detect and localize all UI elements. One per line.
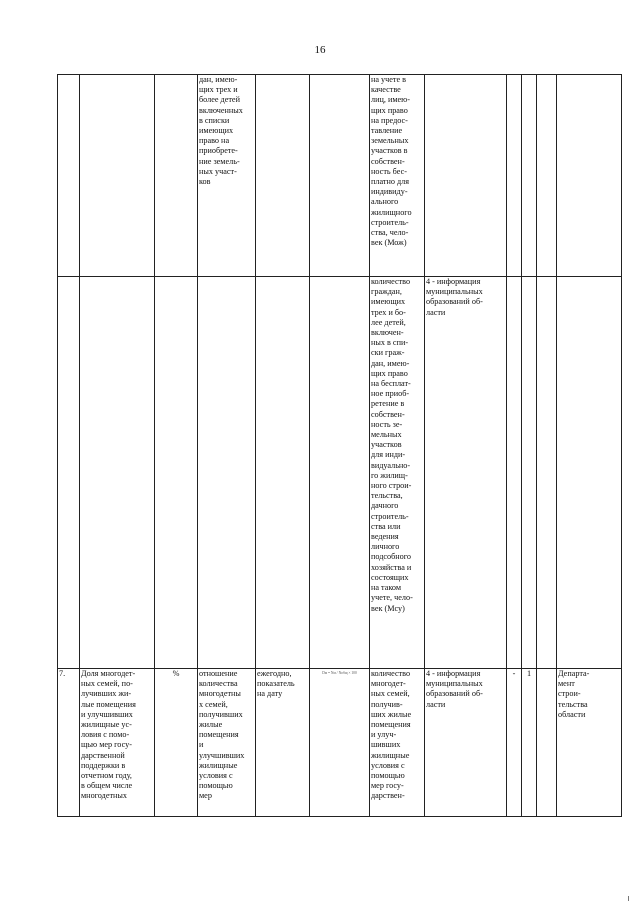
- cell-indicator-name: [80, 277, 155, 669]
- cell-indicator-name: [80, 669, 155, 817]
- cell-number: [58, 669, 80, 817]
- cell-definition: [198, 277, 256, 669]
- variable-text: количество многодет- ных семей, получив- ших жилые помещения и улуч- шивших жилищные условия с помощью мер госу- дарствен-: [371, 669, 412, 801]
- table-row: [58, 75, 622, 277]
- cell-variable: [370, 277, 425, 669]
- cell-unit: [155, 75, 198, 277]
- cell-source: [425, 669, 507, 817]
- cell-extra-3: [537, 277, 557, 669]
- scan-mark: [628, 896, 629, 901]
- page-number: 16: [314, 44, 326, 56]
- cell-period: [256, 669, 310, 817]
- cell-definition: [198, 669, 256, 817]
- cell-variable: [370, 75, 425, 277]
- formula-text: Dм = Nм / Nобщ × 100: [322, 671, 357, 675]
- cell-number: [58, 75, 80, 277]
- cell-extra-3: [537, 75, 557, 277]
- cell-number: [58, 277, 80, 669]
- cell-variable: [370, 669, 425, 817]
- source-text: 4 - информация муниципальных образований об- ласти: [426, 669, 483, 709]
- cell-extra-1: [507, 669, 522, 817]
- cell-extra-2: [522, 277, 537, 669]
- cell-responsible: [557, 669, 622, 817]
- cell-indicator-name: [80, 75, 155, 277]
- cell-unit: [155, 669, 198, 817]
- count-value: 1: [526, 669, 532, 678]
- period-text: ежегодно, показатель на дату: [257, 669, 295, 699]
- cell-responsible: [557, 75, 622, 277]
- unit-text: %: [172, 669, 180, 678]
- cell-period: [256, 75, 310, 277]
- cell-source: [425, 75, 507, 277]
- source-text: 4 - информация муниципальных образований об- ласти: [426, 277, 483, 317]
- cell-extra-1: [507, 75, 522, 277]
- indicators-table: [57, 74, 622, 817]
- cell-formula: [310, 75, 370, 277]
- variable-text: количество граждан, имеющих трех и бо- лее детей, включен- ных в спи- ски граж- дан, имею- щих право на бесплат- ное приоб- ретение в собствен- ность зе- мельных участков для инди- видуально- го жилищ- ного строи- тельства, дачного строитель- ства или ведения личного подсобного хозяйства и состоящих на таком учете, чело- век (Мсу): [371, 277, 413, 613]
- cell-unit: [155, 277, 198, 669]
- criteria-text: дан, имею- щих трех и более детей включенных в списки имеющих право на приобрете- ние земель- ных участ- ков: [199, 75, 243, 187]
- cell-formula: [310, 669, 370, 817]
- cell-period: [256, 277, 310, 669]
- cell-responsible: [557, 277, 622, 669]
- definition-text: отношение количества многодетны х семей, получивших жилые помещения и улучшивших жилищные условия с помощью мер: [199, 669, 245, 801]
- cell-source: [425, 277, 507, 669]
- table-row: [58, 277, 622, 669]
- cell-definition: [198, 75, 256, 277]
- indicator-name: Доля многодет- ных семей, по- лучивших жи- лые помещения и улучшивших жилищные ус- ловия с помо- щью мер госу- дарственной поддержки в отчетном году, в общем числе многодетных: [81, 669, 136, 801]
- variable-text: на учете в качестве лиц, имею- щих право на предос- тавление земельных участков в собствен- ность бес- платно для индивиду- ального жилищного строитель- ства, чело- век (Мож): [371, 75, 412, 248]
- cell-extra-2: [522, 669, 537, 817]
- responsible-text: Департа- мент строи- тельства области: [558, 669, 590, 719]
- cell-extra-1: [507, 277, 522, 669]
- cell-formula: [310, 277, 370, 669]
- row-number: 7.: [59, 669, 66, 678]
- cell-extra-3: [537, 669, 557, 817]
- dash-value: -: [512, 669, 516, 678]
- table-row: [58, 669, 622, 817]
- cell-extra-2: [522, 75, 537, 277]
